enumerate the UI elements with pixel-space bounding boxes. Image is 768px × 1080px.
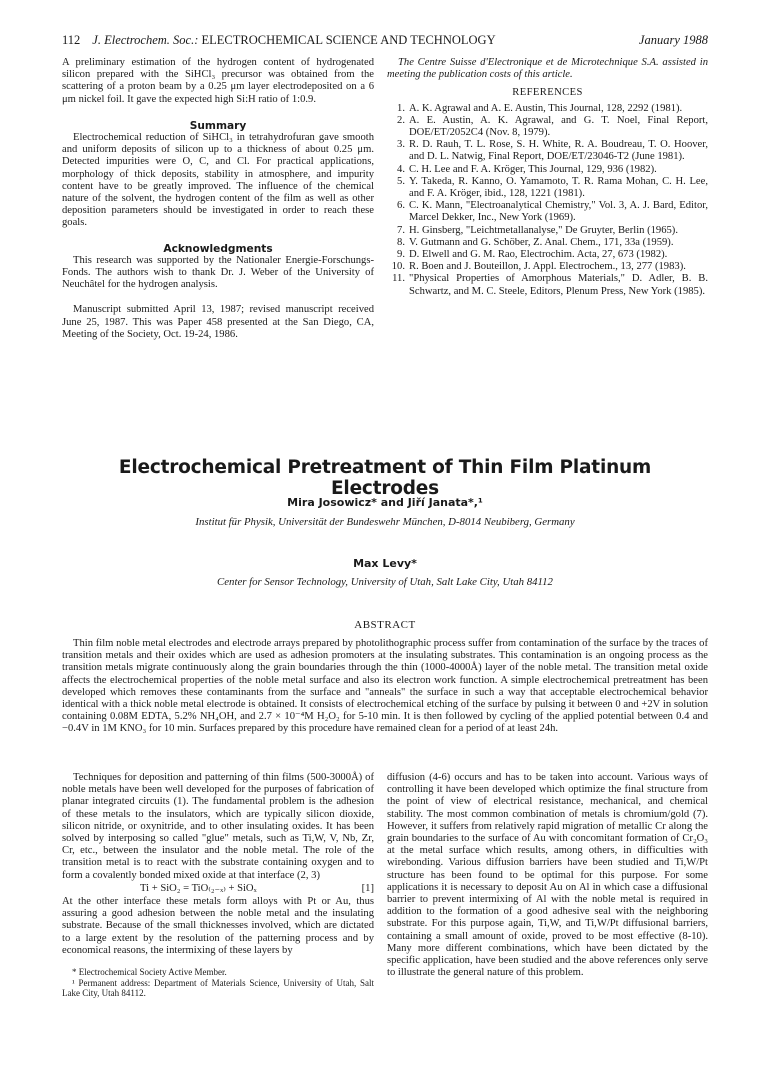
reference-item: 10. R. Boen and J. Bouteillon, J. Appl. Electrochem., 13, 277 (1983).: [391, 261, 686, 273]
issue-date: January 1988: [638, 33, 708, 47]
reference-item: 7. H. Ginsberg, "Leichtmetallanalyse," De Gruyter, Berlin (1965).: [397, 224, 678, 236]
equation-number: [1]: [361, 882, 374, 894]
prev-intro-paragraph: A preliminary estimation of the hydrogen content of hydrogenated silicon prepared with the SiHCl₃ precursor was obtained from the scattering of a proton beam by a 0.25 μm layer electrodeposited on a 6 μm nickel foil. It gave the expected high Si:H ratio of 1:0.9.: [62, 57, 374, 105]
body-left-column: [62, 772, 374, 999]
body-right-column: [387, 772, 708, 979]
journal-section: ELECTROCHEMICAL SCIENCE AND TECHNOLOGY: [201, 33, 496, 47]
prev-article-right-column: [387, 57, 708, 298]
reference-item: 11. "Physical Properties of Amorphous Materials," D. Adler, B. B. Schwartz, and M. C. Steele, Editors, Plenum Press, New York (1985).: [392, 273, 708, 297]
running-header: [62, 33, 708, 49]
footnote-active-member: * Electrochemical Society Active Member.: [72, 967, 227, 978]
body-paragraph-3: diffusion (4-6) occurs and has to be taken into account. Various ways of controlling it have been developed which optimize the final structure from the point of view of electrical resistance, mechanical, and chemical stability. The most common combination of metals is chromium/gold (7). However, it suffers from relatively rapid migration of metallic Cr along the grain boundaries to the surface of Au with concomitant formation of Cr₂O₃ at the metal surface which results, among others, in difficulties with wirebonding. Various diffusion barriers have been studied and Ti,W/Pt structure has been found to be optimal for this purpose. For some applications it is necessary to deposit Au on Al in which case a diffusional barrier to prevent intermixing of Al with the noble metal is required in addition to the formation of a good adhesive seal with the neighboring substrate. For this purpose again, Ti,W, and Ti,W/Pt diffusional barriers, containing a small amount of oxide, proved to be most effective (8-10). Many more different combinations, which have been dictated by the specific application, have been studied and the above references only serve to illustrate the general nature of this problem.: [387, 772, 708, 979]
reference-item: 5. Y. Takeda, R. Kanno, O. Yamamoto, T. R. Rama Mohan, C. H. Lee, and F. A. Kröger, ibid., 128, 1221 (1981).: [397, 175, 708, 200]
affiliation-2: Center for Sensor Technology, University of Utah, Salt Lake City, Utah 84112: [217, 576, 553, 588]
summary-paragraph: Electrochemical reduction of SiHCl₃ in tetrahydrofuran gave smooth and uniform deposits of silicon up to a thickness of about 0.25 μm. Detected impurities were O, C, and Cl. For practical applications, morphology of thick deposits, stability in atmosphere, and impurity content have to be greatly improved. The influence of the chemical nature of the solvent, the hydrogen content of the film as well as other deposition parameters should be investigated in order to reach these goals.: [62, 132, 374, 229]
author-line-1: Mira Josowicz* and Jiří Janata*,¹: [287, 496, 483, 509]
equation-text: Ti + SiO₂ = TiO₍₂₋ₓ₎ + SiOₓ: [140, 882, 257, 894]
affiliation-1: Institut für Physik, Universität der Bundeswehr München, D-8014 Neubiberg, Germany: [195, 516, 575, 528]
references-heading: REFERENCES: [512, 87, 583, 99]
body-paragraph-2: At the other interface these metals form alloys with Pt or Au, thus assuring a good adhesion between the noble metal and the insulating substrate. Because of the small thicknesses involved, which are dictated to a large extent by the resolution of the patterning process and by economical reasons, the intermixing of these layers by: [62, 896, 374, 956]
reference-item: 1. A. K. Agrawal and A. E. Austin, This Journal, 128, 2292 (1981).: [397, 102, 683, 114]
intro-paragraph: Techniques for deposition and patterning of thin films (500-3000Å) of noble metals have been well developed for the purposes of fabrication of planar integrated circuits (1). The fundamental problem is the adhesion of these metals to the insulators, which are typically silicon dioxide, silicon nitride, or oxynitride, and to other insulating oxides. It has been solved by interposing so called "glue" metals, such as Ti,W, V, Nb, Zr, Cr, etc., between the insulator and the noble metal. The role of the transition metal is to react with the substrate containing oxygen and to form a covalently bonded mixed oxide at that interface (2, 3): [62, 772, 374, 881]
summary-heading: Summary: [189, 119, 247, 132]
footnote-permanent-address: ¹ Permanent address: Department of Materials Science, University of Utah, Salt Lake City, Utah 84112.: [62, 977, 374, 999]
manuscript-note: Manuscript submitted April 13, 1987; revised manuscript received June 25, 1987. This was Paper 458 presented at the San Diego, CA, Meeting of the Society, Oct. 19-24, 1986.: [62, 304, 374, 340]
abstract-text: Thin film noble metal electrodes and electrode arrays prepared by photolithographic process suffer from contamination of the surface by the traces of transition metals and their oxides which are used as adhesion promoters at the insulating substrates. This contamination is an ongoing process as the transition metals migrate continuously along the grain boundaries through the thin (1000-4000Å) layer of the noble metal. The transition metal oxide affects the electrochemical properties of the noble metal surface and also its electron work function. A simple electrochemical pretreatment has been developed which removes these contaminants from the surface and "anneals" the surface in such a way that acceptable electrochemical behavior identical with a thick noble metal electrode is obtained. It consists of electrochemical etching of the surface by pulsing it between 0 and +2V in solution containing 0.08M EDTA, 5.2% NH₄OH, and 2.7 × 10⁻⁴M H₂O₂ for 5-10 min. It is then followed by cycling of the applied potential between 0.4 and −0.4V in 1M KNO₃ for 10 min. Surfaces prepared by this procedure have remained clean for a period of at least 24h.: [62, 638, 708, 735]
article-title: Electrochemical Pretreatment of Thin Film Platinum Electrodes: [118, 457, 652, 499]
journal-name: J. Electrochem. Soc.:: [92, 33, 199, 47]
reference-list: [387, 103, 708, 298]
abstract-heading: ABSTRACT: [354, 619, 416, 631]
reference-item: 4. C. H. Lee and F. A. Kröger, This Journal, 129, 936 (1982).: [397, 163, 657, 175]
reference-item: 2. A. E. Austin, A. K. Agrawal, and G. T. Noel, Final Report, DOE/ET/2052C4 (Nov. 8, 1979).: [397, 114, 708, 139]
sponsor-note: The Centre Suisse d'Electronique et de Microtechnique S.A. assisted in meeting the publication costs of this article.: [387, 57, 708, 81]
footnotes: [62, 967, 374, 999]
equation-1: [62, 883, 374, 895]
acknowledgments-heading: Acknowledgments: [163, 242, 273, 255]
prev-article-left-column: [62, 57, 374, 341]
author-line-2: Max Levy*: [353, 557, 417, 570]
acknowledgments-paragraph: This research was supported by the Nationaler Energie-Forschungs-Fonds. The authors wish to thank Dr. J. Weber of the University of Neuchâtel for the hydrogen analysis.: [62, 254, 374, 291]
reference-item: 9. D. Elwell and G. M. Rao, Electrochim. Acta, 27, 673 (1982).: [397, 249, 668, 261]
reference-item: 3. R. D. Rauh, T. L. Rose, S. H. White, R. A. Boudreau, T. O. Hoover, and D. L. Natwig, Final Report, DOE/ET/23046-T2 (June 1981).: [397, 139, 708, 163]
reference-item: 6. C. K. Mann, "Electroanalytical Chemistry," Vol. 3, A. J. Bard, Editor, Marcel Dekker, Inc., New York (1969).: [397, 200, 708, 224]
reference-item: 8. V. Gutmann and G. Schöber, Z. Anal. Chem., 171, 33a (1959).: [397, 236, 674, 248]
page-number: 112: [62, 33, 81, 47]
